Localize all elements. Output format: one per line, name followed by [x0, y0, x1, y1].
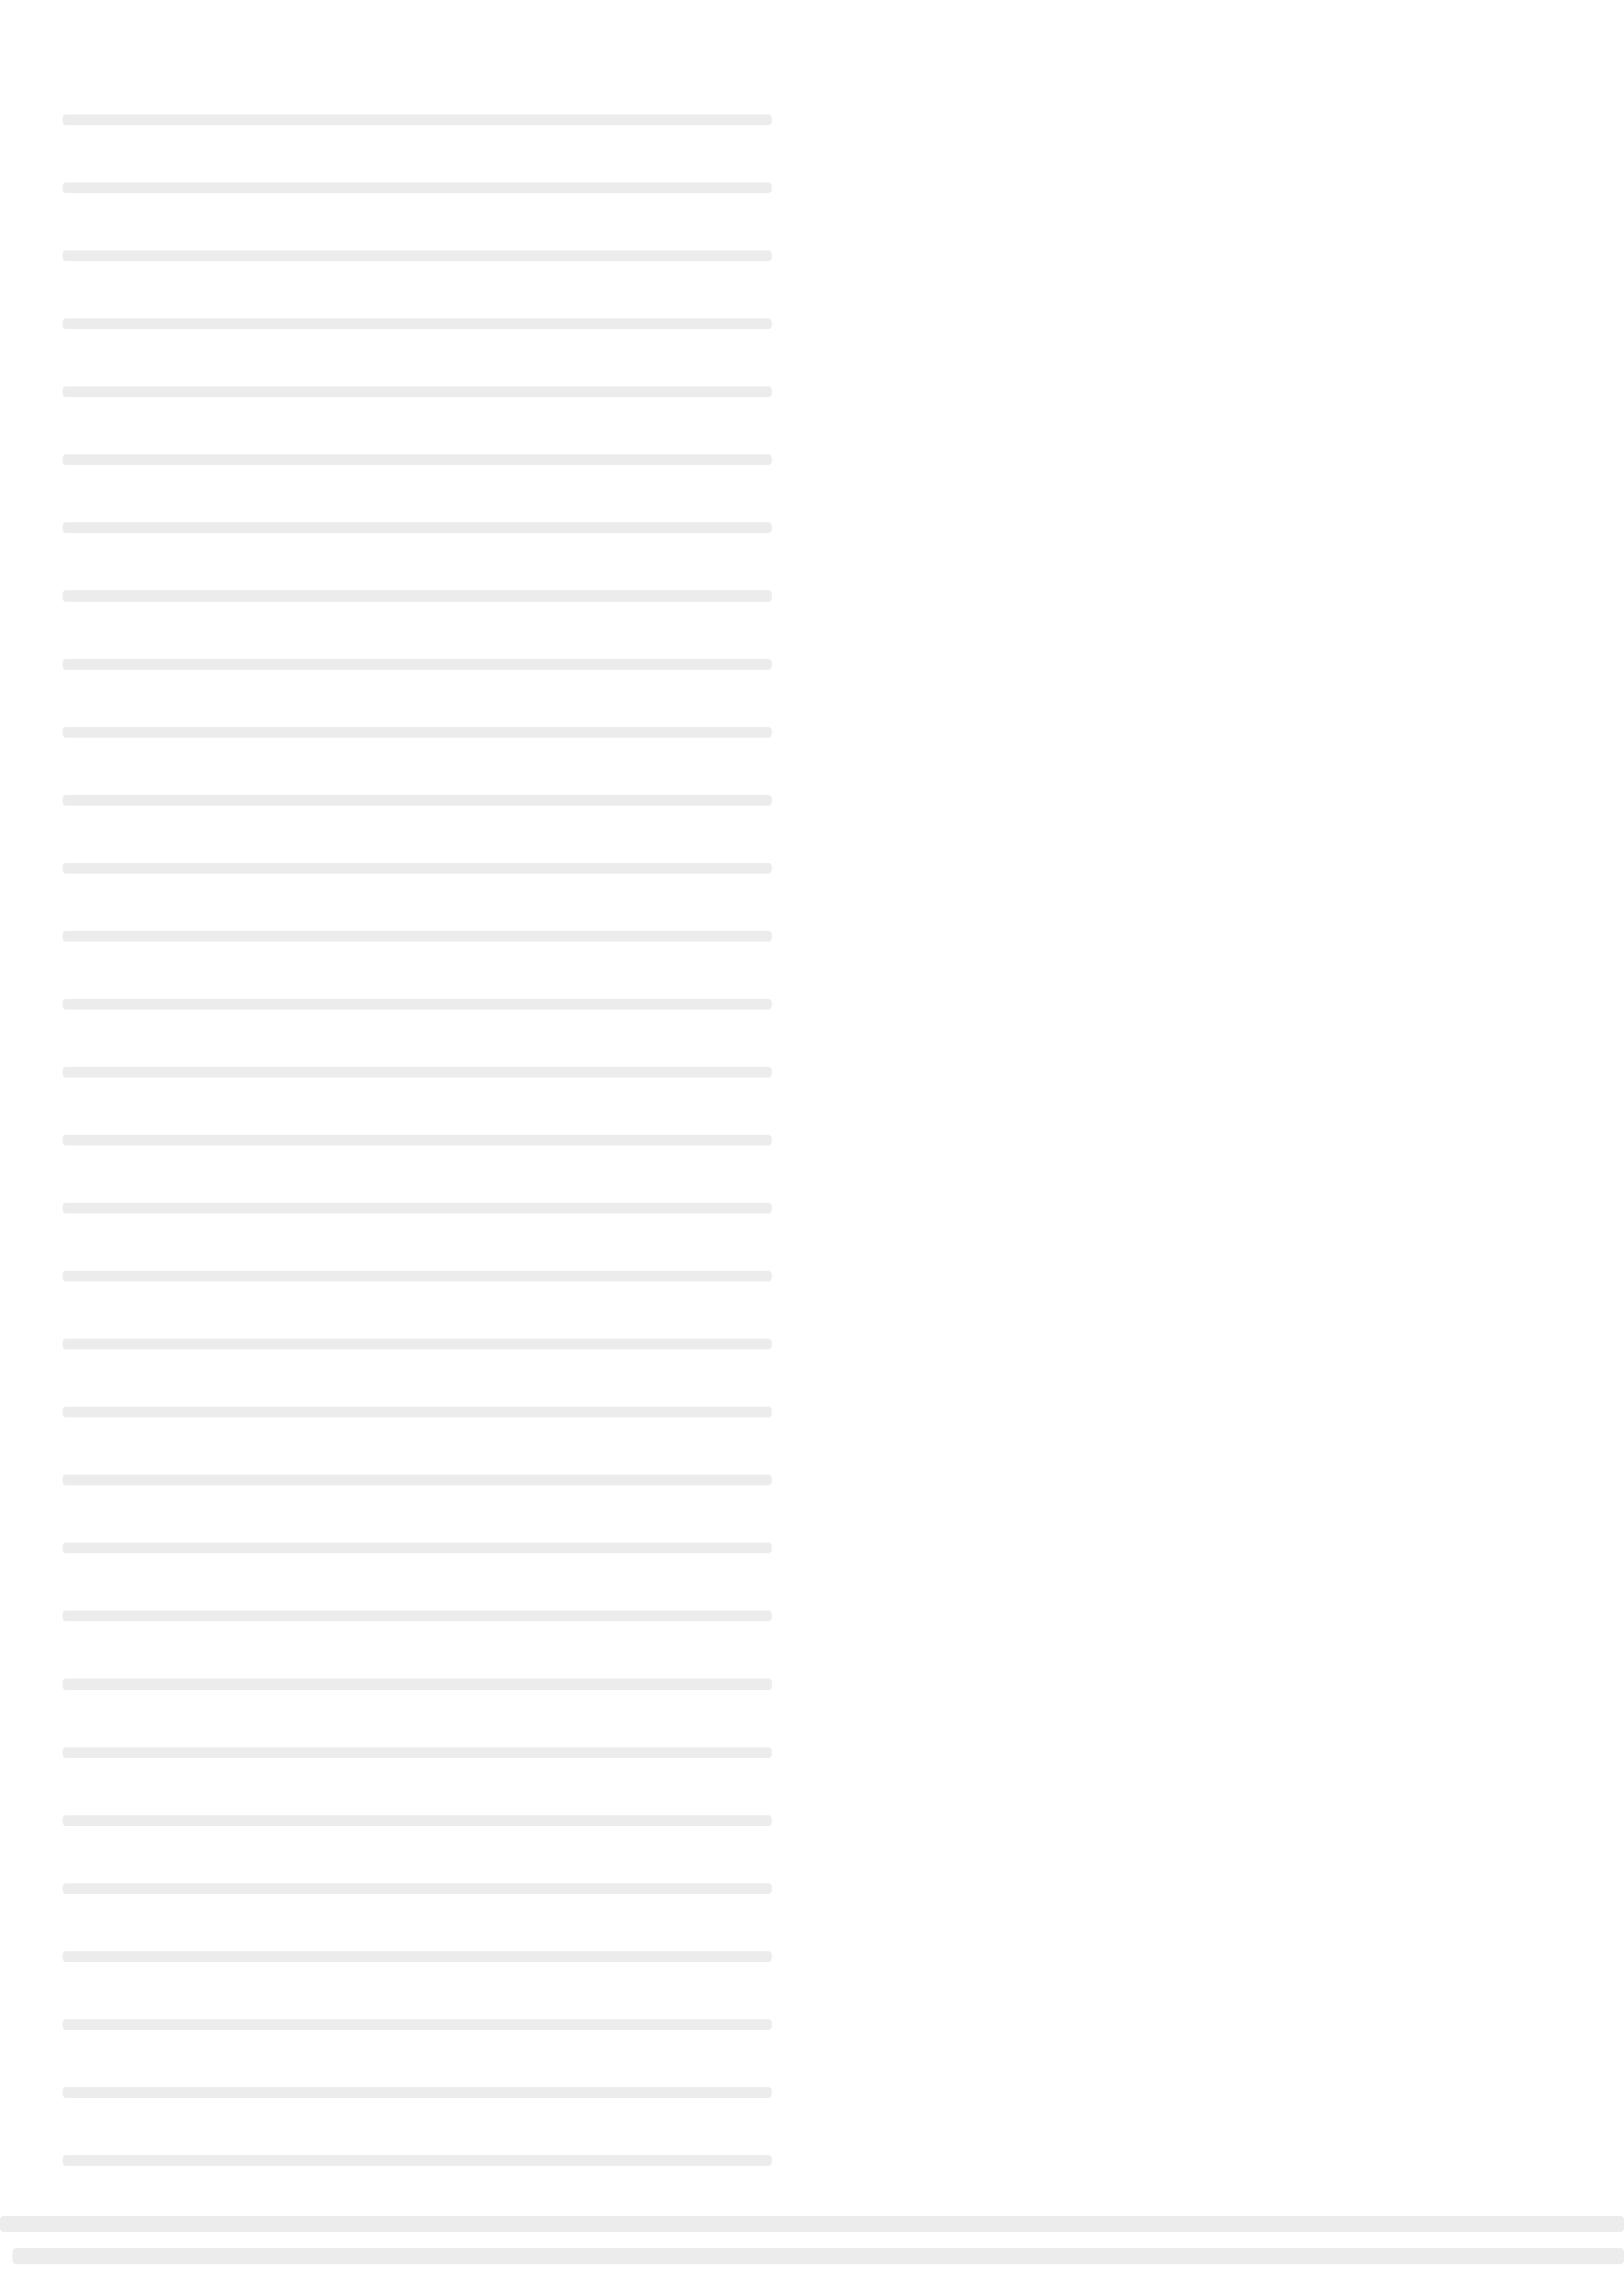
essay-title: [63, 250, 772, 261]
block-title: [63, 114, 772, 125]
answer-row: [63, 727, 772, 738]
page-number: [13, 2248, 1624, 2264]
left-column: [63, 98, 772, 2182]
answer-row: [63, 659, 772, 670]
section-title: [63, 1203, 772, 1213]
answer-row: [63, 795, 772, 806]
answer-row: [63, 1475, 772, 1485]
answer-row: [63, 1339, 772, 1349]
answer-row: [63, 1135, 772, 1146]
essay-paragraph: [63, 318, 772, 329]
answer-row: [63, 1543, 772, 1553]
intro-line: [63, 182, 772, 193]
answer-row: [63, 1407, 772, 1417]
answer-row: [63, 2155, 772, 2166]
answer-row: [63, 1067, 772, 1078]
answer-row: [63, 2019, 772, 2030]
section-title: [63, 590, 772, 601]
page-footer: [0, 2200, 1624, 2280]
essay-paragraph: [63, 386, 772, 397]
answer-row: [63, 931, 772, 942]
essay-paragraph: [63, 454, 772, 465]
answer-row: [63, 1883, 772, 1894]
right-column: [852, 98, 1561, 2182]
answer-row: [63, 1271, 772, 1281]
answer-row: [63, 1611, 772, 1621]
answer-row: [63, 2087, 772, 2098]
answer-key-page: [63, 98, 1561, 2182]
answer-row: [63, 863, 772, 874]
section-title: [63, 999, 772, 1010]
essay-paragraph: [63, 522, 772, 533]
section-title: [63, 1678, 772, 1689]
footer-label: [0, 2216, 1624, 2232]
answer-row: [63, 1747, 772, 1758]
answer-row: [63, 1951, 772, 1962]
answer-row: [63, 1815, 772, 1826]
